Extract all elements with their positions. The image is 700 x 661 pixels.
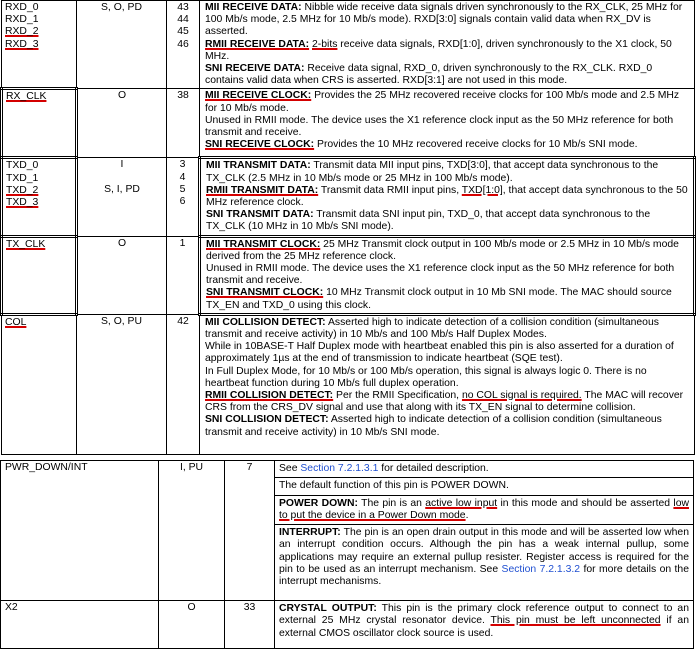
pin-name-cell [2,89,77,158]
pin-type: O [159,601,225,649]
section-link[interactable]: Section 7.2.1.3.1 [300,463,379,474]
description-text: 10 MHz Transmit clock output in 10 Mb SNI mode. The MAC should source TX_EN and TXD_0 using this clock. [206,287,672,311]
mode-heading: INTERRUPT: [279,527,341,539]
mode-heading: RMII RECEIVE DATA: [205,38,310,50]
pin-name: RXD_0 [5,2,39,13]
pin-name: TXD_3 [6,197,39,209]
pin-name: RX_CLK [6,91,47,103]
pin-name-cell [2,1,77,89]
pin-number: 1 [167,236,200,314]
annotated-text: 2-bits [312,38,338,50]
description-text: 25 MHz Transmit clock output in 100 Mb/s mode or 2.5 MHz in 10 Mb/s mode derived from the 25 MHz reference clock. [206,238,679,262]
pin-name-cell [2,158,77,236]
pin-description [275,461,694,601]
description-text: Asserted high to indicate detection of a collision condition (simultaneous transmit and receive activity) in 10 Mb/s SNI mode. [205,414,662,438]
pin-description [200,1,695,89]
pin-name: PWR_DOWN/INT [1,461,159,601]
pin-type: S, O, PD [77,1,167,89]
pin-description [200,236,695,314]
mode-heading: SNI RECEIVE DATA: [205,63,305,75]
pin-name: RXD_1 [5,14,39,26]
pin-type: O [77,236,167,314]
power-clock-signal-table [0,460,700,661]
mode-heading: RMII COLLISION DETECT: [205,390,334,402]
pin-number: 33 [225,601,275,649]
pin-number: 6 [179,196,186,208]
description-text: Provides the 25 MHz recovered receive clocks for 100 Mb/s mode and 2.5 MHz for 10 Mb/s mode. [205,90,680,114]
pin-name: TXD_1 [6,172,39,184]
pin-type-cell [77,158,167,236]
annotated-text: low to put the device in a Power Down mode [279,497,689,521]
pin-description: MII COLLISION DETECT: Asserted high to indicate detection of a collision condition (simultaneous transmit and receive activity) in 10 Mb/s and 100 Mb/s Half Duplex Modes. While in 10BASE-T Half Duplex mode with heartbeat enabled this pin is also asserted for a duration of approximately 1µs at the end of transmission to indicate heartbeat (SQE test). In Full Duplex Mode, for 10 Mb/s or 100 Mb/s operation, this signal is always logic 0. There is no heartbeat function during 10 Mb/s full duplex operation. RMII COLLISION DETECT: Per the RMII Specification, no COL signal is required. The MAC will recover CRS from the CRS_DV signal and use that along with its TX_EN signal to determine collision. SNI COLLISION DETECT: Asserted high to indicate detection of a collision condition (simultaneous transmit and receive activity) in 10 Mb/s SNI mode. [200,314,695,454]
pin-name: COL [5,316,27,328]
annotated-text: active low input [425,497,498,509]
annotated-text: TXD[1:0] [461,184,503,196]
description-paragraph: CRYSTAL OUTPUT: This pin is the primary clock reference output to connect to an external 25 MHz crystal resonator device. This pin must be left unconnected if an external CMOS oscillator clock source is used. [279,603,689,639]
mode-heading: SNI RECEIVE CLOCK: [205,139,315,151]
description-paragraph: POWER DOWN: The pin is an active low input in this mode and should be asserted low to put the device in a Power Down mode. [275,496,693,526]
pin-number: 38 [167,89,200,158]
mode-heading: MII TRANSMIT DATA: [206,160,311,172]
pin-number: 44 [177,14,189,26]
signal-table-2 [0,460,694,649]
pin-type: I [120,159,124,171]
description-text: , that accept data synchronous to the 50 MHz reference clock. [206,184,688,209]
pin-name: TXD_2 [6,184,39,196]
table-row [2,1,695,89]
pin-name: TX_CLK [6,238,46,250]
description-paragraph: See Section 7.2.1.3.1 for detailed description. [275,461,693,478]
mode-heading: SNI COLLISION DETECT: [205,414,329,426]
table-row [2,314,695,454]
pin-name: TXD_0 [6,160,39,172]
pin-name: X2 [1,601,159,649]
annotated-text: no COL signal is required. [461,390,582,402]
pin-type: S, O, PU [77,314,167,454]
description-text: Unused in RMII mode. The device uses the X1 reference clock input as the 50 MHz reference for both transmit and receive. [205,114,674,139]
description-text: In Full Duplex Mode, for 10 Mb/s or 100 Mb/s operation, this signal is always logic 0. There is no heartbeat function during 10 Mb/s full duplex operation. [205,365,647,389]
pin-number: 5 [179,183,186,195]
mode-heading: MII COLLISION DETECT: [205,316,326,328]
pin-type: I, PU [159,461,225,601]
pin-type: S, I, PD [104,183,140,195]
mode-heading: SNI TRANSMIT CLOCK: [206,287,324,299]
pin-number-cell [167,1,200,89]
mode-heading: MII RECEIVE DATA: [205,2,302,13]
pin-number: 45 [177,26,189,38]
mode-heading: CRYSTAL OUTPUT: [279,603,377,614]
table-row [2,236,695,314]
mode-heading: POWER DOWN: [279,497,358,509]
description-text: Unused in RMII mode. The device uses the X1 reference clock input as the 50 MHz reference for both transmit and receive. [206,263,675,287]
description-text: While in 10BASE-T Half Duplex mode with heartbeat enabled this pin is also asserted for a duration of approximately 1µs at the end of transmission to indicate heartbeat (SQE test). [205,341,674,365]
mode-heading: RMII TRANSMIT DATA: [206,184,319,196]
description-text: Provides the 10 MHz recovered receive clocks for 10 Mb/s SNI mode. [314,139,638,151]
pin-number: 46 [177,38,189,50]
description-text: Receive data signal, RXD_0, driven synchronously to the RX_CLK. RXD_0 contains valid data when CRS is asserted. RXD[3:1] are not used in this mode. [205,63,653,87]
pin-number-cell [167,158,200,236]
pin-number: 42 [167,314,200,454]
pin-name-cell [2,236,77,314]
pin-number: 3 [179,159,186,171]
table-row [1,461,694,601]
pin-type: O [77,89,167,158]
section-link[interactable]: Section 7.2.1.3.2 [501,564,581,576]
pin-number: 7 [225,461,275,601]
pin-description [200,89,695,158]
table-row [1,601,694,649]
table-row [2,89,695,158]
description-paragraph: The default function of this pin is POWER DOWN. [275,478,693,495]
description-text: Transmit data SNI input pin, TXD_0, that accept data synchronous to the TX_CLK (10 MHz in 10 Mb/s SNI mode). [206,209,651,233]
pin-number: 4 [179,171,186,183]
pin-name: RXD_2 [5,26,39,38]
description-paragraph: INTERRUPT: The pin is an open drain output in this mode and will be asserted low when an interrupt condition occurs. Although the pin has a weak internal pullup, some applications may require an external pullup resister. Register access is required for the pin to be used as an interrupt mechanism. See Section 7.2.1.3.2 for more details on the interrupt mechanisms. [279,527,689,588]
description-text: The MAC will recover CRS from the CRS_DV signal and use that along with its TX_EN signal to determine collision. [205,390,684,414]
annotated-text: This pin must be left unconnected [490,615,661,627]
description-text: Nibble wide receive data signals driven synchronously to the RX_CLK, 25 MHz for 100 Mb/s mode, 2.5 MHz for 10 Mb/s mode). RXD[3:0] signals contain valid data when RX_DV is asserted. [205,2,683,38]
pin-description [275,601,694,649]
description-text: Transmit data MII input pins, TXD[3:0], that accept data synchronous to the TX_CLK (2.5 MHz in 10 Mb/s mode or 25 MHz in 100 Mb/s mode). [206,160,659,184]
table-row [2,158,695,236]
description-text: receive data signals, RXD[1:0], driven synchronously to the X1 clock, 50 MHz. [205,38,672,62]
pin-description: MII TRANSMIT DATA: Transmit data MII input pins, TXD[3:0], that accept data synchronous to the TX_CLK (2.5 MHz in 10 Mb/s mode or 25 MHz in 100 Mb/s mode). RMII TRANSMIT DATA: Transmit data RMII input pins, TXD[1:0], that accept data synchronous to the 50 MHz reference clock. SNI TRANSMIT DATA: Transmit data SNI input pin, TXD_0, that accept data synchronous to the TX_CLK (10 MHz in 10 Mb/s SNI mode). [200,158,695,236]
mode-heading: MII RECEIVE CLOCK: [205,90,312,102]
pin-number: 43 [177,2,189,13]
mode-heading: SNI TRANSMIT DATA: [206,209,314,221]
pin-name: RXD_3 [5,38,39,50]
mode-heading: MII TRANSMIT CLOCK: [206,238,321,250]
pin-name-cell [2,314,77,454]
description-text: Asserted high to indicate detection of a collision condition (simultaneous transmit and receive activity) in 10 Mb/s and 100 Mb/s Half Duplex Modes. [205,316,659,341]
